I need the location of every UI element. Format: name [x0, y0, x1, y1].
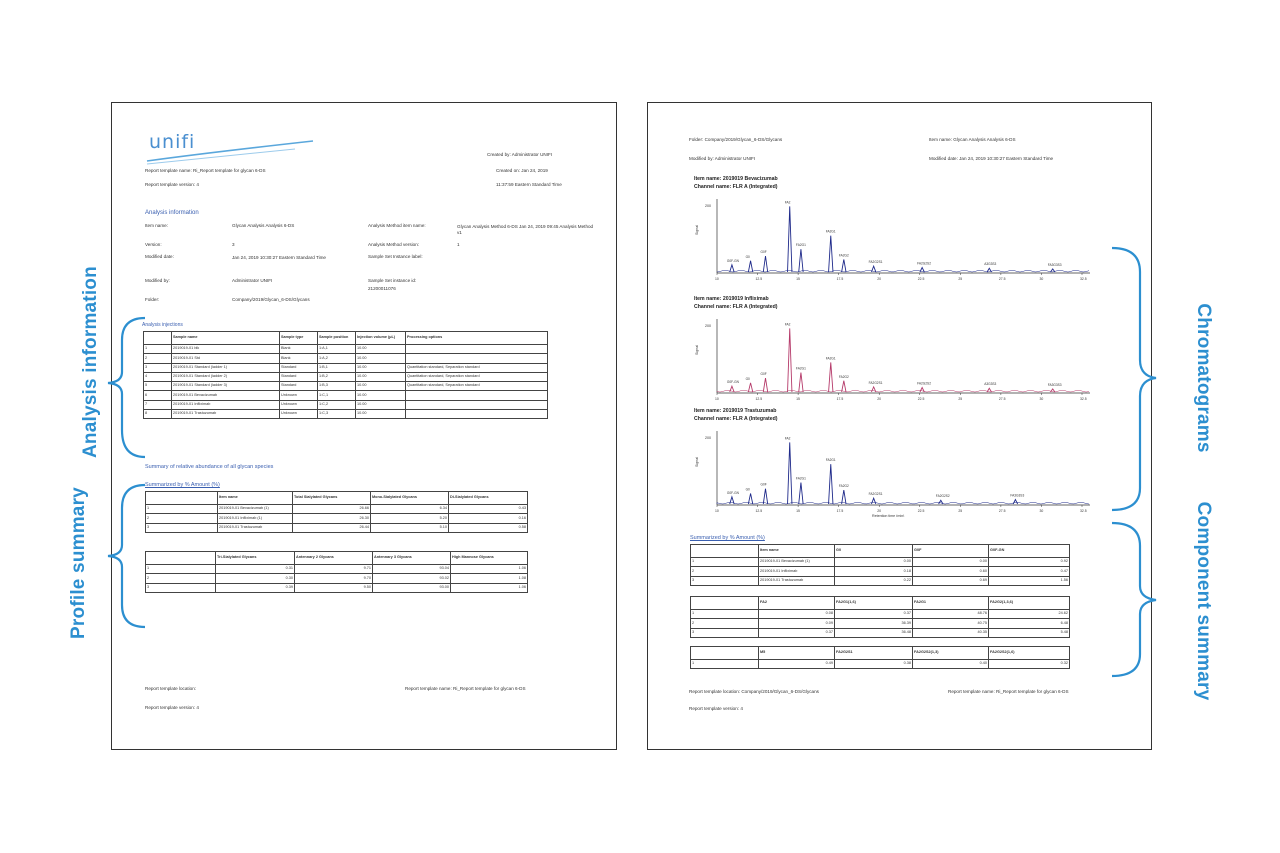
x-tick-label: 10	[715, 397, 719, 401]
table-cell: 1.08	[451, 574, 528, 583]
table-cell: 1	[144, 345, 172, 354]
info-label: Modified by:	[145, 278, 170, 283]
x-tick-label: 15	[796, 397, 800, 401]
table-header-cell: Sample type	[280, 332, 318, 345]
table-cell: 2019019-01 Bevacizumab	[172, 391, 280, 400]
y-tick-label: 200	[705, 436, 711, 440]
table-header-cell: Item name	[218, 492, 293, 505]
chromatogram-subtitle: Channel name: FLR A (Integrated)	[694, 304, 778, 310]
table-cell: 1	[691, 660, 759, 669]
table-cell: 2019019-01 Std	[172, 354, 280, 363]
table-cell: 1:C,3	[318, 410, 356, 419]
table-cell: Quantitation standard, Separation standard	[406, 363, 548, 372]
x-tick-label: 10	[715, 509, 719, 513]
table-cell: 1:A,2	[318, 354, 356, 363]
table-cell: 3	[144, 363, 172, 372]
peak-label: G0F	[760, 250, 767, 254]
table-header-cell: Processing options	[406, 332, 548, 345]
table-cell: Standard	[280, 363, 318, 372]
chromatogram-title: Item name: 2019019 Infliximab	[694, 296, 769, 302]
chromatogram-subtitle: Channel name: FLR A (Integrated)	[694, 184, 778, 190]
info-value: 3	[232, 242, 235, 247]
table-cell: 2019019-01 Trastuzumab	[172, 410, 280, 419]
x-tick-label: 22.5	[917, 277, 925, 281]
table-cell: 5.20	[371, 514, 449, 523]
table-cell: 1	[146, 565, 216, 574]
header-modified-by: Modified by: Administrator UNIFI	[689, 156, 756, 161]
table-cell: 3	[146, 583, 216, 592]
table-cell: 0.92	[989, 558, 1070, 567]
table-cell: 0.00	[913, 558, 989, 567]
table-cell: 0.58	[449, 523, 528, 532]
info-label: Folder:	[145, 297, 160, 302]
peak-label: FA2G2S1	[868, 492, 883, 497]
table-cell: Quantitation standard, Separation standard	[406, 382, 548, 391]
table-cell: 93.02	[373, 574, 451, 583]
table-cell: 9.50	[295, 583, 373, 592]
peak-label: FA2G2S1	[868, 260, 883, 265]
peak-label: A3G3S3	[984, 382, 997, 387]
table-cell: 26.66	[293, 505, 371, 514]
x-tick-label: 27.5	[998, 397, 1006, 401]
x-tick-label: 25	[958, 397, 963, 401]
peak-label: FA2G2	[838, 484, 849, 489]
annotation-analysis-information: Analysis information	[80, 266, 101, 458]
annotation-component-summary: Component summary	[1193, 501, 1214, 701]
x-tick-label: 20	[877, 397, 882, 401]
table-cell: 93.04	[373, 565, 451, 574]
table-cell: 1:B,3	[318, 382, 356, 391]
table-cell: 6.48	[989, 619, 1070, 628]
brace-chromatograms	[1112, 248, 1156, 510]
x-tick-label: 20	[877, 509, 882, 513]
header-folder: Folder: Company/2019/Glycan_6-DS/Glycans	[689, 137, 783, 142]
header-modified-date: Modified date: Jan 24, 2019 10:30:27 Eastern Standard Time	[929, 156, 1054, 161]
table-cell: 4	[144, 372, 172, 381]
info-value: Jan 24, 2019 10:30:27 Eastern Standard Time	[232, 255, 326, 260]
footer-template-location: Report template location: Company/2019/Glycan_6-DS/Glycans	[689, 689, 819, 694]
footer-template-version: Report template version: 4	[689, 706, 743, 711]
x-tick-label: 15	[796, 509, 800, 513]
table-cell: 0.38	[835, 660, 913, 669]
table-cell: 40.35	[913, 628, 989, 637]
logo-text: unifi	[149, 131, 196, 153]
table-cell: 0.47	[989, 567, 1070, 576]
x-tick-label: 22.5	[917, 397, 925, 401]
info-value: Company/2019/Glycan_6-DS/Glycans	[232, 297, 310, 302]
info-label: Analysis Method item name:	[368, 223, 426, 228]
peak-label: FA3G3S3	[1010, 493, 1025, 498]
header-template-name: Report template name: Ri_Report template for glycan 6-DS	[145, 168, 266, 173]
x-tick-label: 32.5	[1080, 397, 1087, 401]
table-cell: 1:C,1	[318, 391, 356, 400]
annotation-chromatograms: Chromatograms	[1193, 303, 1214, 453]
peak-label: G0	[745, 254, 750, 259]
header-created-on: Created on: Jan 24, 2019	[496, 168, 548, 173]
peak-label: FA2G1	[795, 476, 806, 481]
table-cell: 2	[144, 354, 172, 363]
table-cell: Blank	[280, 354, 318, 363]
peak-label: FA3G3S3	[1047, 382, 1062, 387]
table-cell: 2019019-01 Bevacizumab (1)	[218, 505, 293, 514]
peak-label: G0	[745, 487, 750, 492]
table-cell: 7	[144, 400, 172, 409]
info-label: Item name:	[145, 223, 168, 228]
header-created-time: 11:37:59 Eastern Standard Time	[496, 182, 562, 187]
x-tick-label: 17.5	[836, 509, 844, 513]
table-cell: 10.00	[356, 400, 406, 409]
x-tick-label: 32.5	[1080, 277, 1087, 281]
peak-label: FA3G3S3	[1047, 262, 1062, 267]
header-item-name: Item name: Glycan Analysis Analysis 6-DS	[929, 137, 1016, 142]
analysis-injections-title: Analysis injections	[142, 322, 183, 328]
y-axis-label: Signal	[695, 457, 699, 467]
table-cell: Unknown	[280, 410, 318, 419]
x-tick-label: 30	[1039, 397, 1044, 401]
table-header-cell: Di-Sialylated Glycans	[449, 492, 528, 505]
table-header-cell: FA2G2S2(1,3)	[913, 647, 989, 660]
table-cell: 1.06	[451, 583, 528, 592]
table-cell: 3	[691, 628, 759, 637]
x-tick-label: 12.5	[755, 509, 763, 513]
table-cell: 0.18	[835, 567, 913, 576]
table-cell: 2	[691, 619, 759, 628]
x-axis-label: Retention time (min)	[872, 514, 905, 517]
table-cell: 0.69	[913, 576, 989, 585]
peak-label: FA2G2S1	[868, 380, 883, 385]
table-cell: Unknown	[280, 391, 318, 400]
peak-label: G0	[745, 376, 750, 381]
summary-subtitle: Summarized by % Amount (%)	[145, 482, 220, 488]
peak-label: FA2	[784, 436, 791, 441]
header-template-version: Report template version: 4	[145, 182, 199, 187]
table-header-cell: Mono-Sialylated Glycans	[371, 492, 449, 505]
table-cell: 0.00	[835, 558, 913, 567]
footer-template-name: Report template name: Ri_Report template for glycan 6-DS	[948, 689, 1069, 694]
table-cell: 10.00	[356, 372, 406, 381]
table-cell: 3	[146, 523, 218, 532]
table-cell: 26.44	[293, 523, 371, 532]
table-cell: 5.10	[371, 523, 449, 532]
table-cell: 10.00	[356, 391, 406, 400]
x-tick-label: 10	[715, 277, 719, 281]
x-tick-label: 27.5	[998, 509, 1006, 513]
table-cell: 2019019-01 Standard (ladder 3)	[172, 382, 280, 391]
table-header-cell: FA2G2S2(1,6)	[989, 647, 1070, 660]
table-cell: 5	[144, 382, 172, 391]
chromatogram-subtitle: Channel name: FLR A (Integrated)	[694, 416, 778, 422]
table-cell: Blank	[280, 345, 318, 354]
table-cell: 6.34	[371, 505, 449, 514]
table-cell: 2019019-01 Infliximab	[172, 400, 280, 409]
table-cell: 1:A,1	[318, 345, 356, 354]
peak-label: FA2	[784, 322, 791, 327]
brace-profile-summary	[108, 485, 145, 627]
y-axis-label: Signal	[695, 225, 699, 235]
table-cell: 0.30	[216, 574, 295, 583]
peak-label: FA2G2S2	[917, 261, 931, 266]
peak-label: FA2G2	[838, 374, 849, 379]
x-tick-label: 30	[1039, 277, 1044, 281]
peak-label: FA2G1	[825, 229, 836, 234]
table-cell: 0.43	[449, 505, 528, 514]
table-cell: 9.70	[295, 574, 373, 583]
x-tick-label: 30	[1039, 509, 1044, 513]
table-cell: 5.48	[989, 628, 1070, 637]
header-created-by: Created by: Administrator UNIFI	[487, 152, 553, 157]
table-header-cell: FA2G1(1,6)	[835, 597, 913, 610]
table-cell: Quantitation standard, Separation standard	[406, 372, 548, 381]
table-cell: 2019019-01 Standard (ladder 1)	[172, 363, 280, 372]
table-cell: 1	[691, 610, 759, 619]
table-cell: 10.00	[356, 345, 406, 354]
table-cell: 1.56	[989, 576, 1070, 585]
brace-component-summary	[1112, 523, 1156, 676]
footer-template-location: Report template location:	[145, 686, 197, 691]
table-header-cell: M5	[759, 647, 835, 660]
table-header-cell: Total Sialylated Glycans	[293, 492, 371, 505]
peak-label: G0F	[760, 482, 767, 487]
table-cell: 24.62	[989, 610, 1070, 619]
annotation-profile-summary: Profile summary	[68, 487, 89, 639]
table-cell: 2019019-01 Infliximab	[759, 567, 835, 576]
table-cell: 10.00	[356, 363, 406, 372]
table-cell: 0.22	[835, 576, 913, 585]
info-label: Sample Set Instance label:	[368, 254, 423, 259]
table-header-cell: Sample position	[318, 332, 356, 345]
table-cell: 2019019-01 Standard (ladder 2)	[172, 372, 280, 381]
table-cell: 9.71	[295, 565, 373, 574]
footer-template-name: Report template name: Ri_Report template for glycan 6-DS	[405, 686, 526, 691]
peak-label: FA2G1	[825, 458, 836, 463]
table-cell: 0.39	[216, 583, 295, 592]
info-value: Glycan Analysis Analysis 6-DS	[232, 223, 295, 228]
table-cell: 2019019-01 Trastuzumab	[218, 523, 293, 532]
table-cell: 1	[691, 558, 759, 567]
info-value: 1	[457, 242, 460, 247]
table-cell: 1:C,2	[318, 400, 356, 409]
table-cell: 1	[146, 505, 218, 514]
table-cell: 93.00	[373, 583, 451, 592]
y-axis-label: Signal	[695, 345, 699, 355]
table-cell: Unknown	[280, 400, 318, 409]
peak-label: G0F-GN	[726, 490, 739, 495]
table-cell: 6	[144, 391, 172, 400]
table-cell: 2	[691, 567, 759, 576]
brace-analysis-information	[108, 318, 145, 457]
table-cell: 0.08	[759, 610, 835, 619]
table-cell: 1:B,1	[318, 363, 356, 372]
table-cell: 0.60	[913, 567, 989, 576]
table-cell: 0.49	[759, 660, 835, 669]
x-tick-label: 32.5	[1080, 509, 1087, 513]
peak-label: FA2G2S2	[917, 381, 931, 386]
footer-template-version: Report template version: 4	[145, 705, 199, 710]
x-tick-label: 17.5	[836, 397, 844, 401]
table-header-cell: Antennary 3 Glycans	[373, 552, 451, 565]
y-tick-label: 200	[705, 324, 711, 328]
peak-label: FA2G1	[825, 356, 836, 361]
table-cell: 2019019-01 blk	[172, 345, 280, 354]
table-header-cell: Sample name	[172, 332, 280, 345]
peak-label: FA2	[784, 200, 791, 205]
x-tick-label: 25	[958, 509, 963, 513]
y-tick-label: 200	[705, 204, 711, 208]
table-cell: 36.39	[835, 619, 913, 628]
table-header-cell: High Mannose Glycans	[451, 552, 528, 565]
table-header-cell: Item name	[759, 545, 835, 558]
table-cell: 0.31	[216, 565, 295, 574]
table-cell: 2019019-01 Trastuzumab	[759, 576, 835, 585]
info-value: Administrator UNIFI	[232, 278, 273, 283]
component-summary-subtitle: Summarized by % Amount (%)	[690, 535, 765, 541]
table-cell: 0.16	[449, 514, 528, 523]
chromatogram-title: Item name: 2019019 Bevacizumab	[694, 176, 778, 182]
table-cell: 2	[146, 514, 218, 523]
table-cell: 26.30	[293, 514, 371, 523]
table-header-cell: Antennary 2 Glycans	[295, 552, 373, 565]
peak-label: G0F-GN	[726, 258, 739, 263]
table-cell: Standard	[280, 382, 318, 391]
x-tick-label: 20	[877, 277, 882, 281]
table-cell: Standard	[280, 372, 318, 381]
table-cell: 1:B,2	[318, 372, 356, 381]
table-header-cell: G0F	[913, 545, 989, 558]
table-cell: 2	[146, 574, 216, 583]
table-cell: 10.00	[356, 382, 406, 391]
table-cell: 2019019-01 Infliximab (1)	[218, 514, 293, 523]
table-header-cell: FA2G2S1	[835, 647, 913, 660]
table-header-cell: FA2G2(1,3,6)	[989, 597, 1070, 610]
x-tick-label: 25	[958, 277, 963, 281]
table-cell: 3	[691, 576, 759, 585]
peak-label: FA2G1	[795, 243, 806, 248]
summary-title: Summary of relative abundance of all glycan species	[145, 464, 274, 470]
info-label: Analysis Method version:	[368, 242, 420, 247]
table-cell: 10.00	[356, 354, 406, 363]
info-label: Version:	[145, 242, 162, 247]
table-cell: 1.06	[451, 565, 528, 574]
table-cell: 0.09	[759, 619, 835, 628]
table-header-cell: Injection volume (µL)	[356, 332, 406, 345]
table-cell: 40.75	[913, 619, 989, 628]
chromatogram-title: Item name: 2019019 Trastuzumab	[694, 408, 777, 414]
peak-label: FA2G2S2	[935, 494, 950, 499]
x-tick-label: 27.5	[998, 277, 1006, 281]
table-cell: 0.37	[759, 628, 835, 637]
x-tick-label: 12.5	[755, 397, 763, 401]
peak-label: A3G3S3	[984, 262, 997, 267]
table-cell: 48.76	[913, 610, 989, 619]
info-label: Modified date:	[145, 254, 174, 259]
table-cell: 0.40	[913, 660, 989, 669]
peak-label: G0F	[760, 372, 767, 377]
table-header-cell: Tri-Sialylated Glycans	[216, 552, 295, 565]
info-label: Sample Set instance id:	[368, 278, 417, 283]
info-value: 21200011076	[368, 286, 396, 291]
table-cell: 8	[144, 410, 172, 419]
table-cell: 10.00	[356, 410, 406, 419]
info-value: Glycan Analysis Method 6-DS Jan 24, 2019 09:45 Analysis Method v1	[457, 224, 594, 235]
table-cell: 0.32	[989, 660, 1070, 669]
table-header-cell: FA2	[759, 597, 835, 610]
x-tick-label: 22.5	[917, 509, 925, 513]
table-cell: 36.48	[835, 628, 913, 637]
table-header-cell: G0	[835, 545, 913, 558]
table-header-cell: FA2G1	[913, 597, 989, 610]
table-header-cell: G0F-GN	[989, 545, 1070, 558]
table-cell: 2019019-01 Bevacizumab (1)	[759, 558, 835, 567]
x-tick-label: 12.5	[755, 277, 763, 281]
x-tick-label: 17.5	[836, 277, 844, 281]
analysis-info-title: Analysis information	[145, 210, 199, 216]
peak-label: G0F-GN	[726, 380, 739, 385]
x-tick-label: 15	[796, 277, 800, 281]
table-cell: 0.37	[835, 610, 913, 619]
peak-label: FA2G2	[838, 253, 849, 258]
peak-label: FA2G1	[795, 366, 806, 371]
